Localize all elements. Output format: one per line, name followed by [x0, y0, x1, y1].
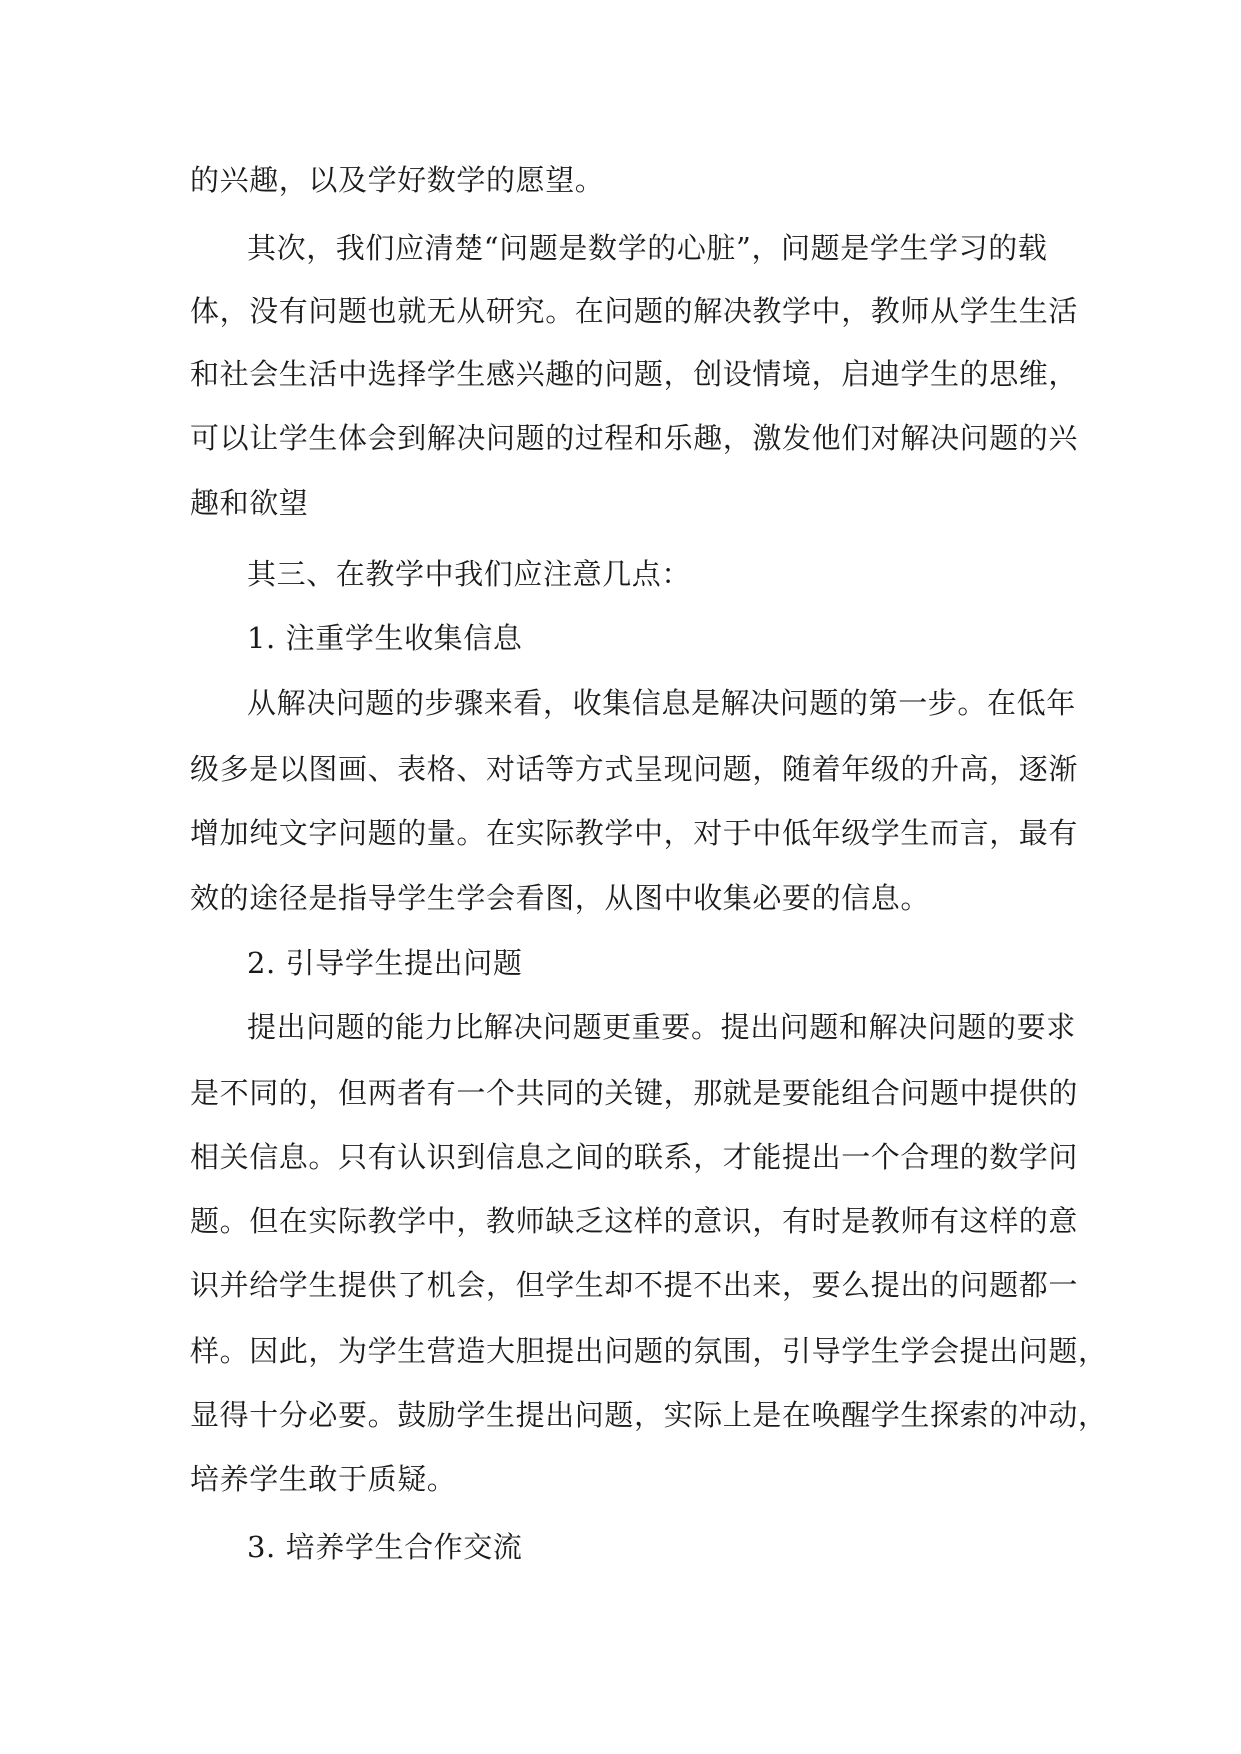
paragraph-line: 级多是以图画、表格、对话等方式呈现问题，随着年级的升高，逐渐 — [190, 752, 1079, 786]
paragraph-line: 和社会生活中选择学生感兴趣的问题，创设情境，启迪学生的思维， — [190, 357, 1079, 391]
paragraph-line: 是不同的，但两者有一个共同的关键，那就是要能组合问题中提供的 — [190, 1076, 1079, 1110]
paragraph-line: 可以让学生体会到解决问题的过程和乐趣，激发他们对解决问题的兴 — [190, 421, 1079, 455]
paragraph-line: 提出问题的能力比解决问题更重要。提出问题和解决问题的要求 — [247, 1010, 1076, 1044]
paragraph-line: 效的途径是指导学生学会看图，从图中收集必要的信息。 — [190, 881, 931, 915]
section-heading: 2. 引导学生提出问题 — [247, 946, 523, 980]
paragraph-line: 显得十分必要。鼓励学生提出问题，实际上是在唤醒学生探索的冲动， — [190, 1398, 1108, 1432]
section-heading: 1. 注重学生收集信息 — [247, 621, 523, 655]
paragraph-line: 其三、在教学中我们应注意几点： — [247, 557, 692, 591]
paragraph-line: 从解决问题的步骤来看，收集信息是解决问题的第一步。在低年 — [247, 686, 1076, 720]
paragraph-line: 样。因此，为学生营造大胆提出问题的氛围，引导学生学会提出问题， — [190, 1334, 1108, 1368]
paragraph-line: 识并给学生提供了机会，但学生却不提不出来，要么提出的问题都一 — [190, 1268, 1079, 1302]
paragraph-line: 体，没有问题也就无从研究。在问题的解决教学中，教师从学生生活 — [190, 294, 1079, 328]
paragraph-line: 趣和欲望 — [190, 486, 309, 520]
paragraph-line: 增加纯文字问题的量。在实际教学中，对于中低年级学生而言，最有 — [190, 816, 1079, 850]
paragraph-line: 其次，我们应清楚“问题是数学的心脏”，问题是学生学习的载 — [247, 231, 1048, 265]
paragraph-line: 培养学生敢于质疑。 — [190, 1462, 457, 1496]
section-heading: 3. 培养学生合作交流 — [247, 1530, 523, 1564]
paragraph-line: 的兴趣，以及学好数学的愿望。 — [190, 163, 605, 197]
paragraph-line: 题。但在实际教学中，教师缺乏这样的意识，有时是教师有这样的意 — [190, 1204, 1079, 1238]
paragraph-line: 相关信息。只有认识到信息之间的联系，才能提出一个合理的数学问 — [190, 1140, 1079, 1174]
